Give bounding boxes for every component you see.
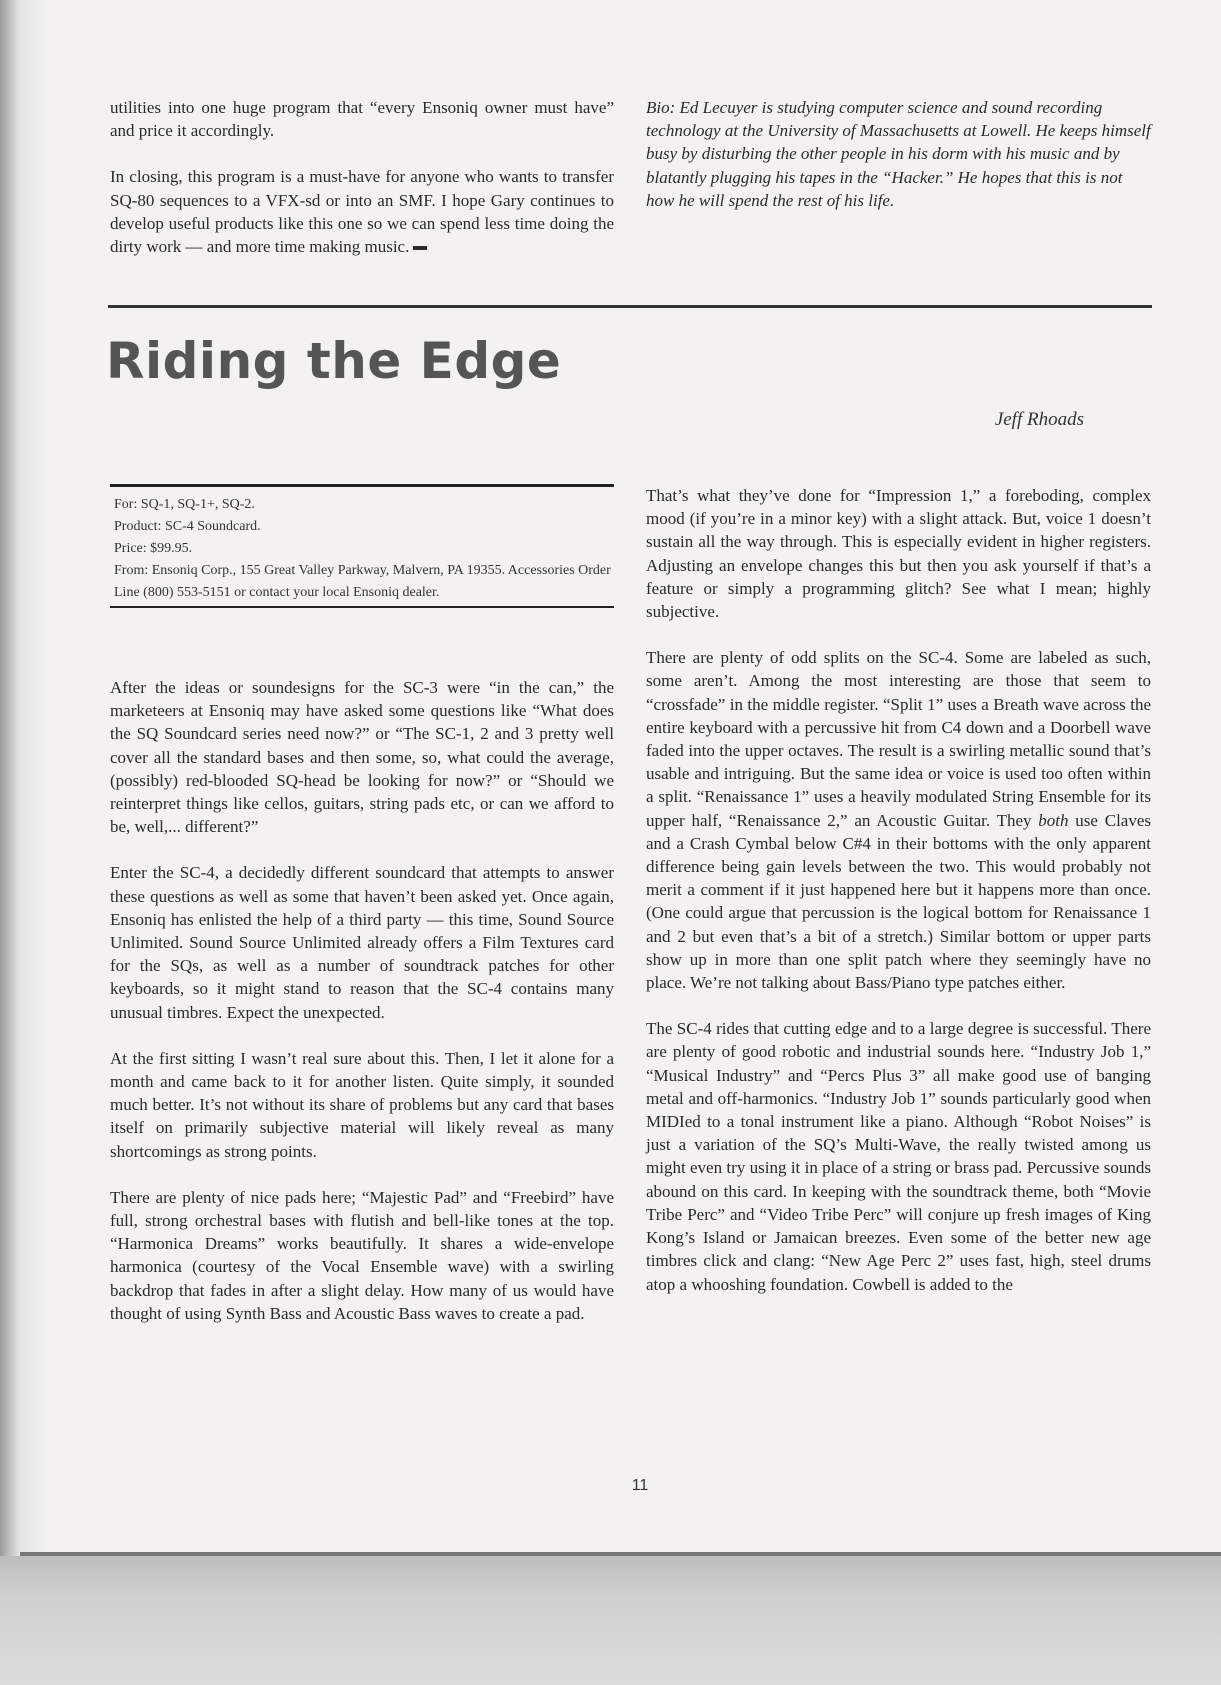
end-mark-icon	[413, 246, 427, 250]
article-column-left	[110, 676, 614, 1325]
page-number: 11	[631, 1477, 649, 1494]
paragraph: At the first sitting I wasn’t real sure about this. Then, I let it alone for a month and came back to it for another listen. Quite simply, it sounded much better. It’s not without its share of problems but any card that bases itself on primarily subjective material will likely reveal as many shortcomings as strong points.	[110, 1048, 614, 1161]
section-divider	[108, 305, 1152, 308]
scan-edge-left	[20, 0, 46, 1685]
product-info-box	[110, 484, 614, 608]
article-column-right	[646, 484, 1151, 1296]
paragraph: The SC-4 rides that cutting edge and to a large degree is successful. There are plenty of good robotic and industrial sounds here. “Industry Job 1,” “Musical Industry” and “Percs Plus 3” all make good use of banging metal and off-harmonics. “Industry Job 1” sounds particularly good when MIDIed to a tonal instrument like a piano. Although “Robot Noises” is just a variation of the SQ’s Multi-Wave, the really twisted among us might even try using it in place of a string or brass pad. Percussive sounds abound on this card. In keeping with the soundtrack theme, both “Movie Tribe Perc” and “Video Tribe Perc” will conjure up fresh images of King Kong’s Island or Jamaican breezes. Even some of the better new age timbres click and clang: “New Age Perc 2” uses fast, high, steel drums atop a whooshing foundation. Cowbell is added to the	[646, 1019, 1151, 1294]
paragraph: There are plenty of odd splits on the SC-4. Some are labeled as such, some aren’t. Among the most interesting are those that seem to “crossfade” in the middle register. “Split 1” uses a Breath wave across the entire keyboard with a percussive hit from C4 down and a Doorbell wave faded into the upper octaves. The result is a swirling metallic sound that’s usable and intriguing. But the same idea or voice is used too often within a split. “Renaissance 1” uses a heavily modulated String Ensemble for its upper half, “Renaissance 2,” an Acoustic Guitar. They both use Claves and a Crash Cymbal below C#4 in their bottoms with the only apparent difference being gain levels between the two. This would probably not merit a comment if it just happened here but it happens more than once. (One could argue that percussion is the logical bottom for Renaissance 1 and 2 but even that’s a bit of a stretch.) Similar bottom or upper parts show up in more than one split patch where they seemingly have no place. We’re not talking about Bass/Piano type patches either.	[646, 648, 1151, 993]
previous-article-ending	[110, 96, 614, 258]
paragraph-closing: In closing, this program is a must-have for anyone who wants to transfer SQ-80 sequences to a VFX-sd or into an SMF. I hope Gary continues to develop useful products like this one so we can spend less time doing the dirty work — and more time making music.	[110, 167, 614, 257]
bio-text: Bio: Ed Lecuyer is studying computer science and sound recording technology at the University of Massachusetts at Lowell. He keeps himself busy by disturbing the other people in his dorm with his music and by blatantly plugging his tapes in the “Hacker.” He hopes that this is not how he will spend the rest of his life.	[646, 98, 1151, 210]
scan-shadow-left	[0, 0, 20, 1685]
article-author: Jeff Rhoads	[994, 409, 1084, 430]
info-for: For: SQ-1, SQ-1+, SQ-2.	[114, 497, 255, 512]
article-title: Riding the Edge	[106, 332, 562, 390]
paragraph: That’s what they’ve done for “Impression 1,” a foreboding, complex mood (if you’re in a minor key) with a slight attack. But, voice 1 doesn’t sustain all the way through. This is especially evident in higher registers. Adjusting an envelope changes this but then you ask yourself if that’s a feature or simply a programming glitch? See what I mean; highly subjective.	[646, 486, 1151, 622]
paragraph: utilities into one huge program that “every Ensoniq owner must have” and price it accordingly.	[110, 98, 614, 141]
info-price: Price: $99.95.	[114, 541, 193, 556]
paragraph: There are plenty of nice pads here; “Majestic Pad” and “Freebird” have full, strong orchestral bases with flutish and bell-like tones at the top. “Harmonica Dreams” works beautifully. It shares a wide-envelope harmonica (courtesy of the Vocal Ensemble wave) with a swirling backdrop that fades in after a slight delay. How many of us would have thought of using Synth Bass and Acoustic Bass waves to create a pad.	[110, 1187, 614, 1323]
paragraph: After the ideas or soundesigns for the SC-3 were “in the can,” the marketeers at Ensoniq may have asked some questions like “What does the SQ Soundcard series need now?” or “The SC-1, 2 and 3 pretty well cover all the standard bases and then some, so, what could the average, (possibly) red-blooded SQ-head be looking for now?” or “Should we reinterpret things like cellos, guitars, string pads etc, or can we afford to be, well,... different?”	[110, 678, 614, 837]
emphasis: both	[1038, 810, 1069, 830]
scan-shadow-bottom	[0, 1556, 1221, 1685]
author-bio	[646, 96, 1151, 212]
paragraph: Enter the SC-4, a decidedly different soundcard that attempts to answer these questions as well as some that haven’t been asked yet. Once again, Ensoniq has enlisted the help of a third party — this time, Sound Source Unlimited. Sound Source Unlimited already offers a Film Textures card for the SQs, as well as a number of soundtrack patches for other keyboards, so it might stand to reason that the SC-4 contains many unusual timbres. Expect the unexpected.	[110, 863, 614, 1022]
info-product: Product: SC-4 Soundcard.	[114, 519, 261, 534]
info-from: From: Ensoniq Corp., 155 Great Valley Parkway, Malvern, PA 19355. Accessories Order Line (800) 553-5151 or contact your local Ensoniq dealer.	[114, 563, 611, 600]
